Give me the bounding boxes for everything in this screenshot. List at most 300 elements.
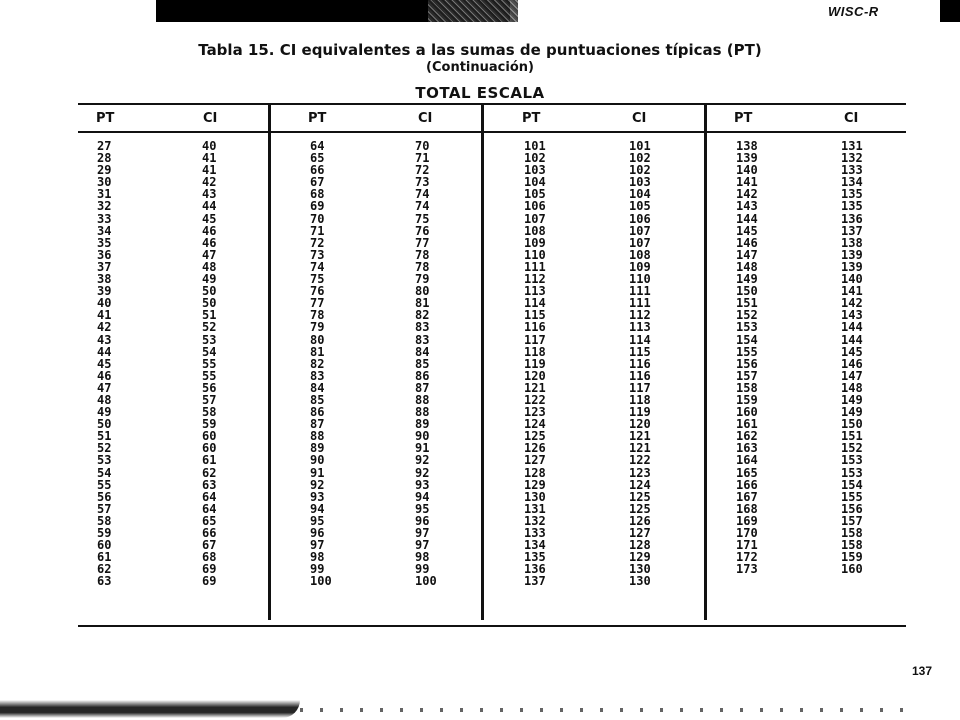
column-divider	[704, 104, 707, 620]
ci-cell: 153	[841, 465, 863, 480]
pt-cell: 86	[310, 405, 325, 420]
pt-cell: 88	[310, 429, 325, 444]
ci-cell: 96	[415, 513, 430, 528]
ci-cell: 40	[202, 139, 217, 153]
ci-cell: 132	[841, 151, 863, 166]
ci-cell: 134	[841, 175, 863, 190]
pt-cell: 35	[97, 235, 112, 250]
table-row	[524, 358, 651, 370]
ci-cell: 43	[202, 187, 217, 202]
pt-cell: 33	[97, 211, 112, 226]
table-row	[97, 152, 216, 164]
pt-cell: 42	[97, 320, 112, 335]
table-row	[97, 575, 216, 587]
section-title: TOTAL ESCALA	[415, 84, 545, 102]
pt-cell: 98	[310, 550, 325, 565]
table-row	[310, 334, 437, 346]
scan-bottom-artifact	[300, 708, 920, 712]
ci-cell: 100	[415, 574, 437, 589]
pt-cell: 95	[310, 513, 325, 528]
table-row	[97, 346, 216, 358]
ci-cell: 44	[202, 199, 217, 214]
pt-cell: 53	[97, 453, 112, 468]
ci-cell: 42	[202, 175, 217, 190]
pt-cell: 116	[524, 320, 546, 335]
table-row	[524, 575, 651, 587]
ci-cell: 83	[415, 332, 430, 347]
table-row	[310, 346, 437, 358]
table-top-rule	[78, 103, 906, 105]
pt-cell: 138	[736, 139, 758, 153]
pt-cell: 118	[524, 344, 546, 359]
ci-cell: 70	[415, 139, 430, 153]
pt-cell: 60	[97, 538, 112, 553]
table-row	[524, 491, 651, 503]
table-row	[97, 479, 216, 491]
pt-cell: 45	[97, 356, 112, 371]
ci-cell: 102	[629, 163, 651, 178]
ci-cell: 50	[202, 296, 217, 311]
ci-cell: 136	[841, 211, 863, 226]
pt-cell: 62	[97, 562, 112, 577]
pt-cell: 145	[736, 223, 758, 238]
pt-cell: 167	[736, 489, 758, 504]
pt-cell: 162	[736, 429, 758, 444]
ci-cell: 60	[202, 429, 217, 444]
ci-cell: 111	[629, 296, 651, 311]
ci-cell: 124	[629, 477, 651, 492]
pt-cell: 103	[524, 163, 546, 178]
pt-cell: 123	[524, 405, 546, 420]
pt-cell: 46	[97, 368, 112, 383]
ci-cell: 139	[841, 247, 863, 262]
table-row	[736, 358, 863, 370]
table-bottom-rule	[78, 625, 906, 627]
ci-cell: 115	[629, 344, 651, 359]
table-row	[97, 394, 216, 406]
pt-cell: 81	[310, 344, 325, 359]
ci-cell: 104	[629, 187, 651, 202]
ci-cell: 152	[841, 441, 863, 456]
ci-cell: 61	[202, 453, 217, 468]
table-row	[736, 454, 863, 466]
table-row	[97, 297, 216, 309]
pt-cell: 43	[97, 332, 112, 347]
pt-cell: 82	[310, 356, 325, 371]
ci-cell: 106	[629, 211, 651, 226]
pt-cell: 168	[736, 501, 758, 516]
table-row	[736, 346, 863, 358]
ci-cell: 57	[202, 392, 217, 407]
ci-cell: 69	[202, 574, 217, 589]
table-row	[524, 346, 651, 358]
ci-cell: 116	[629, 356, 651, 371]
table-row	[524, 334, 651, 346]
ci-cell: 151	[841, 429, 863, 444]
pt-cell: 144	[736, 211, 758, 226]
pt-cell: 173	[736, 562, 758, 577]
pt-cell: 163	[736, 441, 758, 456]
table-row	[310, 225, 437, 237]
ci-cell: 64	[202, 501, 217, 516]
ci-cell: 114	[629, 332, 651, 347]
pt-cell: 94	[310, 501, 325, 516]
pt-cell: 142	[736, 187, 758, 202]
table-row	[97, 188, 216, 200]
pt-cell: 89	[310, 441, 325, 456]
pt-cell: 56	[97, 489, 112, 504]
ci-cell: 66	[202, 526, 217, 540]
ci-cell: 99	[415, 562, 430, 577]
pt-cell: 149	[736, 272, 758, 287]
table-row	[736, 467, 863, 479]
pt-cell: 41	[97, 308, 112, 323]
table-row	[97, 454, 216, 466]
ci-cell: 91	[415, 441, 430, 456]
ci-cell: 83	[415, 320, 430, 335]
pt-cell: 72	[310, 235, 325, 250]
ci-cell: 86	[415, 368, 430, 383]
pt-cell: 30	[97, 175, 112, 190]
pt-cell: 92	[310, 477, 325, 492]
pt-cell: 73	[310, 247, 325, 262]
pt-cell: 85	[310, 392, 325, 407]
ci-cell: 62	[202, 465, 217, 480]
pt-cell: 115	[524, 308, 546, 323]
ci-cell: 78	[415, 259, 430, 274]
pt-cell: 76	[310, 284, 325, 299]
pt-cell: 27	[97, 139, 112, 153]
table-row	[736, 563, 863, 575]
pt-cell: 63	[97, 574, 112, 589]
pt-cell: 135	[524, 550, 546, 565]
table-row	[524, 321, 651, 333]
column-divider	[268, 104, 271, 620]
pt-cell: 65	[310, 151, 325, 166]
ci-cell: 54	[202, 344, 217, 359]
col-header-ci: CI	[203, 111, 218, 126]
ci-cell: 113	[629, 320, 651, 335]
table-row	[97, 382, 216, 394]
table-row	[97, 321, 216, 333]
ci-cell: 97	[415, 538, 430, 553]
pt-cell: 44	[97, 344, 112, 359]
ci-cell: 138	[841, 235, 863, 250]
ci-cell: 107	[629, 235, 651, 250]
table-row	[97, 491, 216, 503]
pt-cell: 128	[524, 465, 546, 480]
scan-artifact	[428, 0, 518, 22]
table-row	[97, 467, 216, 479]
table-row	[97, 309, 216, 321]
ci-cell: 87	[415, 380, 430, 395]
table-row	[97, 334, 216, 346]
pt-cell: 77	[310, 296, 325, 311]
pt-cell: 105	[524, 187, 546, 202]
ci-cell: 154	[841, 477, 863, 492]
ci-cell: 72	[415, 163, 430, 178]
table-row	[97, 358, 216, 370]
pt-cell: 125	[524, 429, 546, 444]
pt-cell: 58	[97, 513, 112, 528]
pt-cell: 40	[97, 296, 112, 311]
ci-cell: 111	[629, 284, 651, 299]
pt-cell: 34	[97, 223, 112, 238]
ci-cell: 126	[629, 513, 651, 528]
table-row	[524, 225, 651, 237]
table-row	[97, 370, 216, 382]
pt-cell: 139	[736, 151, 758, 166]
ci-cell: 92	[415, 453, 430, 468]
pt-cell: 71	[310, 223, 325, 238]
pt-cell: 99	[310, 562, 325, 577]
pt-cell: 171	[736, 538, 758, 553]
ci-cell: 45	[202, 211, 217, 226]
pt-cell: 114	[524, 296, 546, 311]
ci-cell: 55	[202, 368, 217, 383]
table-row	[736, 321, 863, 333]
ci-cell: 143	[841, 308, 863, 323]
pt-cell: 74	[310, 259, 325, 274]
pt-cell: 69	[310, 199, 325, 214]
pt-cell: 29	[97, 163, 112, 178]
pt-cell: 164	[736, 453, 758, 468]
ci-cell: 68	[202, 550, 217, 565]
ci-cell: 103	[629, 175, 651, 190]
col-header-ci: CI	[844, 111, 859, 126]
table-row	[97, 261, 216, 273]
table-row	[310, 479, 437, 491]
table-row	[97, 176, 216, 188]
ci-cell: 69	[202, 562, 217, 577]
pt-cell: 68	[310, 187, 325, 202]
pt-cell: 153	[736, 320, 758, 335]
ci-cell: 147	[841, 368, 863, 383]
ci-cell: 159	[841, 550, 863, 565]
ci-cell: 90	[415, 429, 430, 444]
pt-cell: 51	[97, 429, 112, 444]
table-row	[97, 273, 216, 285]
ci-cell: 41	[202, 163, 217, 178]
ci-cell: 60	[202, 441, 217, 456]
ci-cell: 160	[841, 562, 863, 577]
ci-cell: 120	[629, 417, 651, 432]
pt-cell: 102	[524, 151, 546, 166]
table-row	[97, 551, 216, 563]
table-row	[97, 442, 216, 454]
ci-cell: 50	[202, 284, 217, 299]
ci-cell: 41	[202, 151, 217, 166]
pt-cell: 137	[524, 574, 546, 589]
ci-cell: 156	[841, 501, 863, 516]
table-row	[736, 225, 863, 237]
col-header-ci: CI	[632, 111, 647, 126]
ci-cell: 53	[202, 332, 217, 347]
table-row	[736, 200, 863, 212]
ci-cell: 158	[841, 526, 863, 540]
ci-cell: 121	[629, 429, 651, 444]
ci-cell: 130	[629, 574, 651, 589]
header-bottom-rule	[78, 131, 906, 133]
table-row	[310, 467, 437, 479]
ci-cell: 95	[415, 501, 430, 516]
table-row	[524, 200, 651, 212]
table-row	[97, 539, 216, 551]
col-header-pt: PT	[96, 111, 115, 126]
ci-cell: 59	[202, 417, 217, 432]
pt-cell: 113	[524, 284, 546, 299]
pt-cell: 96	[310, 526, 325, 540]
pt-cell: 90	[310, 453, 325, 468]
scan-bottom-artifact	[0, 700, 300, 718]
ci-cell: 97	[415, 526, 430, 540]
table-row	[736, 479, 863, 491]
pt-cell: 157	[736, 368, 758, 383]
ci-cell: 125	[629, 489, 651, 504]
ci-cell: 71	[415, 151, 430, 166]
pt-cell: 52	[97, 441, 112, 456]
pt-cell: 49	[97, 405, 112, 420]
pt-cell: 121	[524, 380, 546, 395]
ci-cell: 129	[629, 550, 651, 565]
pt-cell: 31	[97, 187, 112, 202]
ci-cell: 142	[841, 296, 863, 311]
pt-cell: 148	[736, 259, 758, 274]
ci-cell: 46	[202, 235, 217, 250]
ci-cell: 127	[629, 526, 651, 540]
pt-cell: 75	[310, 272, 325, 287]
ci-cell: 49	[202, 272, 217, 287]
ci-cell: 98	[415, 550, 430, 565]
ci-cell: 56	[202, 380, 217, 395]
ci-cell: 109	[629, 259, 651, 274]
pt-cell: 112	[524, 272, 546, 287]
table-title	[0, 42, 960, 76]
pt-cell: 67	[310, 175, 325, 190]
ci-cell: 74	[415, 187, 430, 202]
pt-cell: 50	[97, 417, 112, 432]
col-header-pt: PT	[734, 111, 753, 126]
table-column-block	[736, 140, 863, 575]
ci-cell: 79	[415, 272, 430, 287]
page-number: 137	[911, 664, 932, 678]
pt-cell: 160	[736, 405, 758, 420]
pt-cell: 124	[524, 417, 546, 432]
table-row	[524, 467, 651, 479]
pt-cell: 156	[736, 356, 758, 371]
ci-cell: 47	[202, 247, 217, 262]
table-column-block	[524, 140, 651, 587]
ci-cell: 78	[415, 247, 430, 262]
ci-cell: 101	[629, 139, 651, 153]
table-row	[97, 563, 216, 575]
ci-cell: 133	[841, 163, 863, 178]
ci-cell: 130	[629, 562, 651, 577]
ci-cell: 131	[841, 139, 863, 153]
table-row	[310, 575, 437, 587]
ci-cell: 153	[841, 453, 863, 468]
table-row	[97, 430, 216, 442]
pt-cell: 117	[524, 332, 546, 347]
pt-cell: 84	[310, 380, 325, 395]
ci-cell: 128	[629, 538, 651, 553]
pt-cell: 143	[736, 199, 758, 214]
ci-cell: 51	[202, 308, 217, 323]
table-row	[310, 213, 437, 225]
ci-cell: 58	[202, 405, 217, 420]
ci-cell: 155	[841, 489, 863, 504]
table-row	[97, 213, 216, 225]
ci-cell: 117	[629, 380, 651, 395]
table-row	[97, 515, 216, 527]
ci-cell: 55	[202, 356, 217, 371]
ci-cell: 135	[841, 199, 863, 214]
ci-cell: 82	[415, 308, 430, 323]
pt-cell: 170	[736, 526, 758, 540]
table-row	[97, 225, 216, 237]
pt-cell: 54	[97, 465, 112, 480]
pt-cell: 108	[524, 223, 546, 238]
table-row	[524, 479, 651, 491]
ci-cell: 88	[415, 392, 430, 407]
pt-cell: 161	[736, 417, 758, 432]
pt-cell: 37	[97, 259, 112, 274]
table-row	[97, 237, 216, 249]
pt-cell: 38	[97, 272, 112, 287]
pt-cell: 28	[97, 151, 112, 166]
table-row	[310, 321, 437, 333]
pt-cell: 120	[524, 368, 546, 383]
pt-cell: 47	[97, 380, 112, 395]
col-header-pt: PT	[308, 111, 327, 126]
ci-cell: 149	[841, 392, 863, 407]
pt-cell: 132	[524, 513, 546, 528]
ci-cell: 149	[841, 405, 863, 420]
ci-cell: 81	[415, 296, 430, 311]
ci-cell: 80	[415, 284, 430, 299]
ci-cell: 89	[415, 417, 430, 432]
pt-cell: 172	[736, 550, 758, 565]
ci-cell: 94	[415, 489, 430, 504]
ci-cell: 110	[629, 272, 651, 287]
pt-cell: 159	[736, 392, 758, 407]
pt-cell: 169	[736, 513, 758, 528]
table-title-main: Tabla 15. CI equivalentes a las sumas de puntuaciones típicas (PT)	[198, 41, 762, 59]
table-row	[310, 200, 437, 212]
ci-cell: 105	[629, 199, 651, 214]
ci-cell: 144	[841, 332, 863, 347]
ci-cell: 64	[202, 489, 217, 504]
pt-cell: 100	[310, 574, 332, 589]
pt-cell: 155	[736, 344, 758, 359]
ci-cell: 92	[415, 465, 430, 480]
pt-cell: 152	[736, 308, 758, 323]
pt-cell: 165	[736, 465, 758, 480]
pt-cell: 150	[736, 284, 758, 299]
table-row	[97, 140, 216, 152]
ci-cell: 119	[629, 405, 651, 420]
table-row	[97, 200, 216, 212]
table-row	[97, 164, 216, 176]
pt-cell: 39	[97, 284, 112, 299]
pt-cell: 111	[524, 259, 546, 274]
table-column-block	[97, 140, 216, 587]
pt-cell: 126	[524, 441, 546, 456]
pt-cell: 130	[524, 489, 546, 504]
column-divider	[481, 104, 484, 620]
ci-cell: 116	[629, 368, 651, 383]
table-column-block	[310, 140, 437, 587]
